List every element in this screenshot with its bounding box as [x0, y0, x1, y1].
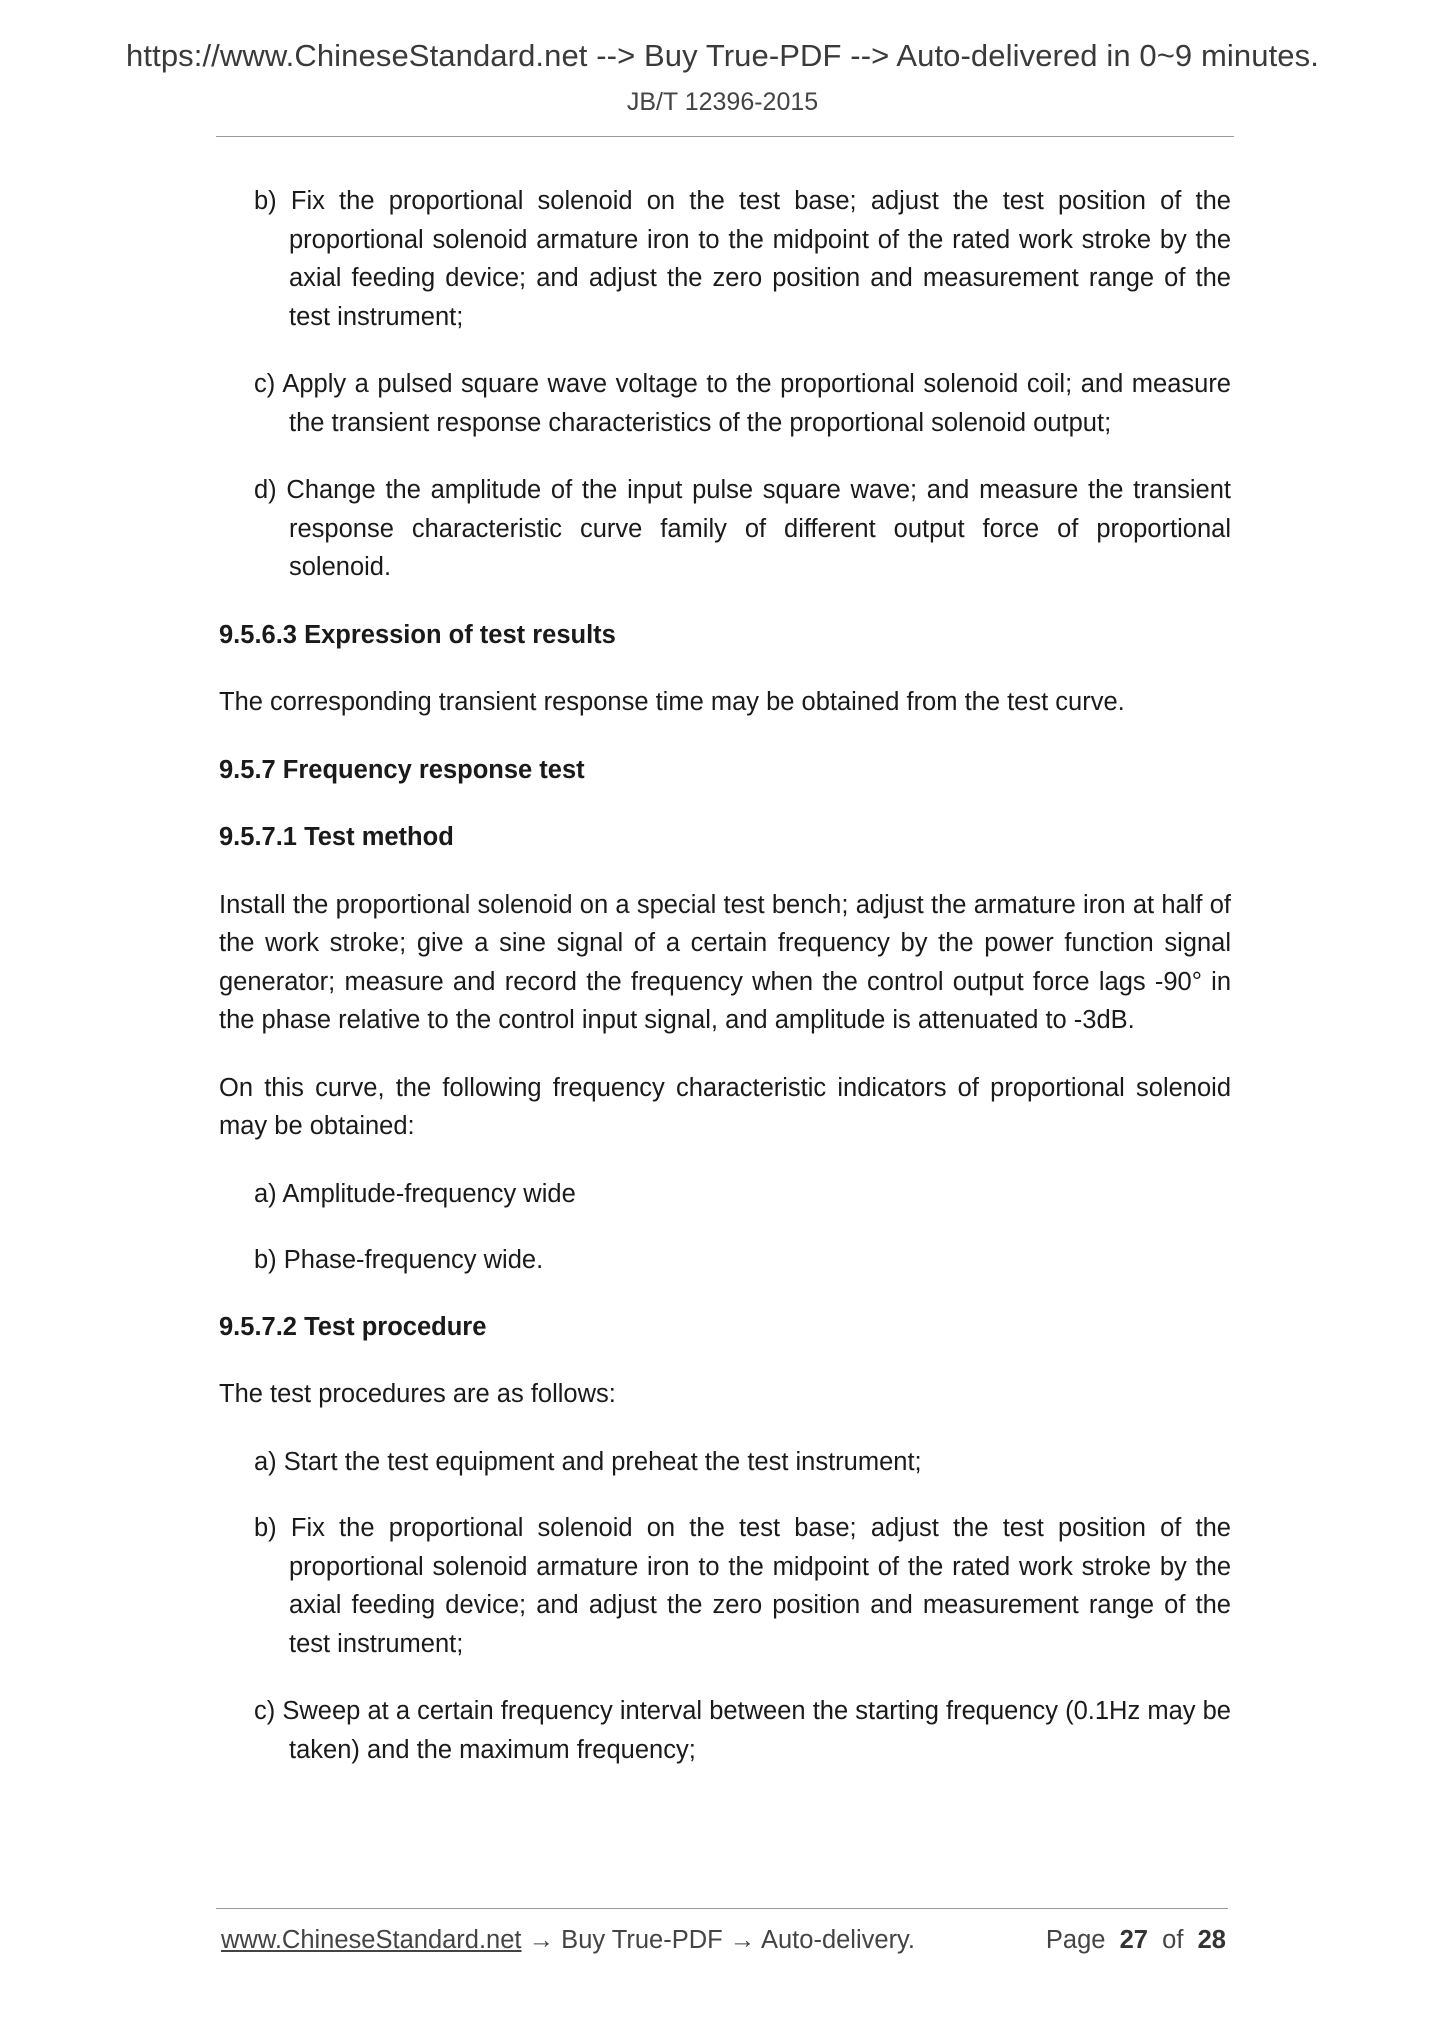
- section-heading-9571: 9.5.7.1 Test method: [219, 823, 454, 851]
- header-banner[interactable]: https://www.ChineseStandard.net --> Buy True-PDF --> Auto-delivered in 0~9 minutes.: [126, 38, 1319, 73]
- list-item-b-phase-frequency: b) Phase-frequency wide.: [254, 1246, 544, 1274]
- page-label: Page: [1045, 1926, 1106, 1954]
- document-body: [219, 182, 1231, 1798]
- list-item-a-amplitude-frequency: a) Amplitude-frequency wide: [254, 1179, 576, 1208]
- footer-site-link[interactable]: www.ChineseStandard.net: [221, 1926, 522, 1954]
- list-item-a-start-equipment: a) Start the test equipment and preheat the test instrument;: [254, 1447, 922, 1476]
- footer-delivery-text: → Buy True-PDF → Auto-delivery.: [521, 1926, 915, 1954]
- section-heading-957: 9.5.7 Frequency response test: [219, 755, 585, 784]
- paragraph-test-method: Install the proportional solenoid on a special test bench; adjust the armature iron at half of the work stroke; give a sine signal of a certain frequency by the power function signal generator; measure and record the frequency when the control output force lags -90° in the phase relative to the control input signal, and amplitude is attenuated to -3dB.: [219, 890, 1231, 1034]
- footer-divider: [216, 1908, 1228, 1909]
- paragraph-procedures-intro: The test procedures are as follows:: [219, 1380, 616, 1408]
- standard-code: JB/T 12396-2015: [626, 88, 819, 116]
- of-label: of: [1162, 1926, 1184, 1954]
- section-heading-9563: 9.5.6.3 Expression of test results: [219, 620, 616, 649]
- footer-promo: [221, 1926, 915, 1955]
- paragraph-curve-indicators: On this curve, the following frequency characteristic indicators of proportional solenoid may be obtained:: [219, 1073, 1231, 1140]
- page-indicator: [1046, 1926, 1226, 1955]
- page-number: 27: [1119, 1926, 1148, 1954]
- header-divider: [216, 136, 1234, 137]
- list-item-d-change-amplitude: d) Change the amplitude of the input pulse square wave; and measure the transient response characteristic curve family of different output force of proportional solenoid.: [254, 476, 1231, 581]
- list-item-b-fix-solenoid-2: b) Fix the proportional solenoid on the test base; adjust the test position of the proportional solenoid armature iron to the midpoint of the rated work stroke by the axial feeding device; and adjust the zero position and measurement range of the test instrument;: [254, 1514, 1231, 1658]
- paragraph-test-results: The corresponding transient response time may be obtained from the test curve.: [219, 688, 1125, 716]
- list-item-c-pulsed-square-wave: c) Apply a pulsed square wave voltage to the proportional solenoid coil; and measure the transient response characteristics of the proportional solenoid output;: [254, 370, 1231, 437]
- list-item-b-fix-solenoid: b) Fix the proportional solenoid on the test base; adjust the test position of the proportional solenoid armature iron to the midpoint of the rated work stroke by the axial feeding device; and adjust the zero position and measurement range of the test instrument;: [254, 187, 1231, 331]
- section-heading-9572: 9.5.7.2 Test procedure: [219, 1312, 487, 1341]
- total-pages: 28: [1197, 1926, 1226, 1954]
- list-item-c-sweep-frequency: c) Sweep at a certain frequency interval between the starting frequency (0.1Hz may be taken) and the maximum frequency;: [254, 1697, 1231, 1764]
